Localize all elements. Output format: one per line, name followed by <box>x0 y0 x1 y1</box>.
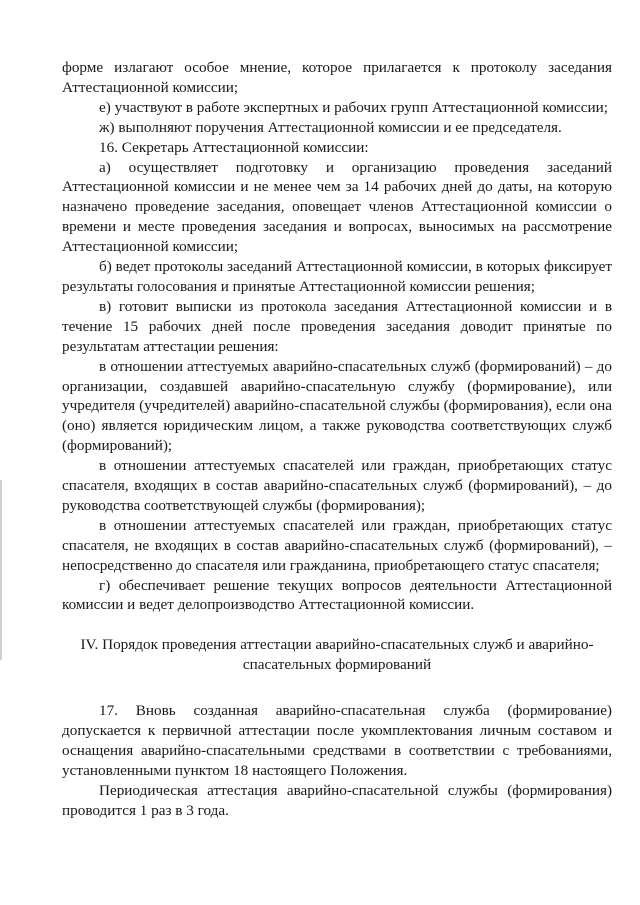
document-page <box>62 58 612 821</box>
paragraph-clause-16-b: б) ведет протоколы заседаний Аттестационной комиссии, в которых фиксирует результаты голосования и принятые Аттестационной комиссии решения; <box>62 258 612 295</box>
paragraph-clause-16-v-non-members: в отношении аттестуемых спасателей или граждан, приобретающих статус спасателя, не входящих в состав аварийно-спасательных служб (формирований), – непосредственно до спасателя или гражданина, приобретающего статус спасателя; <box>62 516 612 574</box>
bottom-paragraphs <box>62 701 612 820</box>
paragraph-clause-17: 17. Вновь созданная аварийно-спасательная служба (формирование) допускается к первичной аттестации после укомплектования личным составом и оснащения аварийно-спасательными средствами в соответствии с требованиями, установленными пунктом 18 настоящего Положения. <box>62 702 612 779</box>
scan-edge-mark <box>0 480 2 660</box>
paragraph-clause-16-a: а) осуществляет подготовку и организацию проведения заседаний Аттестационной комиссии и не менее чем за 14 рабочих дней до даты, на которую назначено проведение заседания, оповещает членов Аттестационной комиссии о времени и месте проведения заседания и вопросах, выносимых на рассмотрение Аттестационной комиссии; <box>62 158 612 256</box>
section-title: IV. Порядок проведения аттестации аварийно-спасательных служб и аварийно-спасательных формирований <box>80 636 594 674</box>
paragraph-clause-16-v: в) готовит выписки из протокола заседания Аттестационной комиссии и в течение 15 рабочих дней после проведения заседания доводит принятые по результатам аттестации решения: <box>62 297 612 355</box>
top-paragraphs <box>62 58 612 615</box>
paragraph-clause-16-v-members: в отношении аттестуемых спасателей или граждан, приобретающих статус спасателя, входящих в состав аварийно-спасательных служб (формирований), – до руководства соответствующей службы (формирования); <box>62 457 612 514</box>
paragraph-clause-16-v-services: в отношении аттестуемых аварийно-спасательных служб (формирований) – до организации, создавшей аварийно-спасательную службу (формирование), или учредителя (учредителей) аварийно-спасательной службы (формирования), если она (оно) является юридическим лицом, а также руководства соответствующих служб (формирований); <box>62 357 612 455</box>
paragraph-clause-16-g: г) обеспечивает решение текущих вопросов деятельности Аттестационной комиссии и ведет делопроизводство Аттестационной комиссии. <box>62 576 612 614</box>
paragraph-item-e: е) участвуют в работе экспертных и рабочих групп Аттестационной комиссии; <box>99 98 609 116</box>
paragraph-periodic-attestation: Периодическая аттестация аварийно-спасательной службы (формирования) проводится 1 раз в 3 года. <box>62 781 612 819</box>
paragraph-item-zh: ж) выполняют поручения Аттестационной комиссии и ее председателя. <box>99 118 562 136</box>
paragraph-clause-16: 16. Секретарь Аттестационной комиссии: <box>99 138 369 156</box>
paragraph-continuation: форме излагают особое мнение, которое прилагается к протоколу заседания Аттестационной комиссии; <box>62 59 612 96</box>
